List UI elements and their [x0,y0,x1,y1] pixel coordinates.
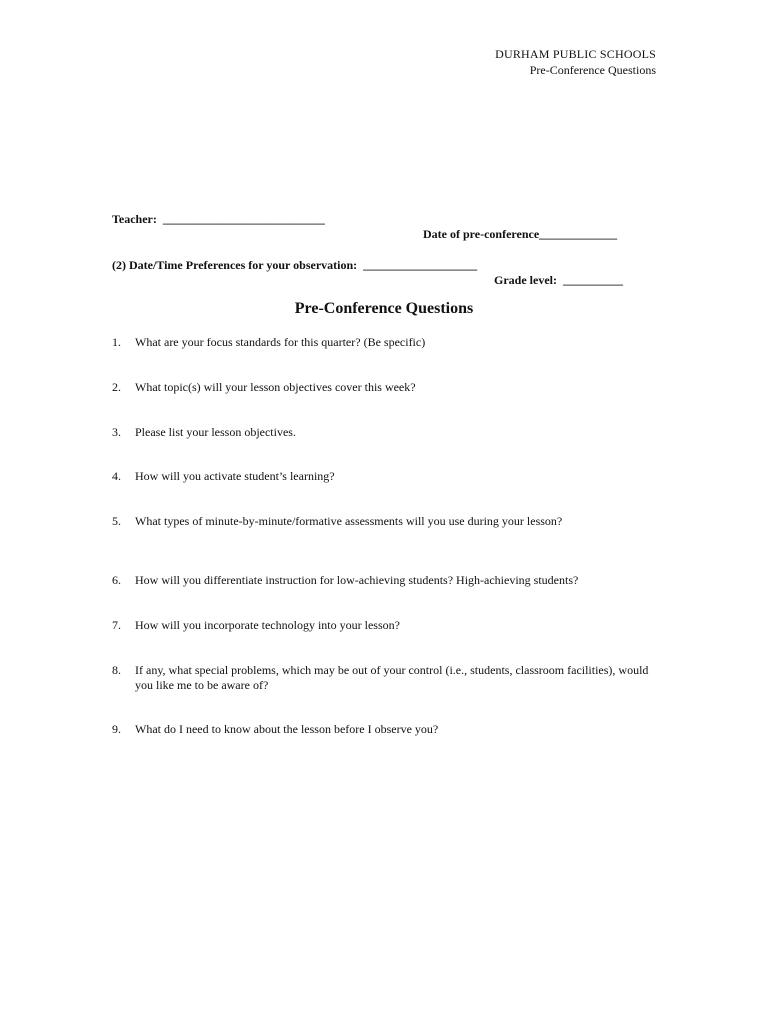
question-number: 4. [112,469,121,483]
question-text: How will you differentiate instruction for low-achieving students? High-achieving students? [135,573,579,587]
document-header [495,46,656,78]
observation-grade-row [112,243,623,303]
header-subtitle: Pre-Conference Questions [529,63,656,77]
page-title: Pre-Conference Questions [294,300,474,317]
question-number: 7. [112,618,121,632]
question-text: Please list your lesson objectives. [135,425,296,439]
question-text: How will you activate student’s learning? [135,469,335,483]
question-text: What are your focus standards for this quarter? (Be specific) [135,335,426,349]
question-number: 2. [112,380,121,394]
question-text: What do I need to know about the lesson before I observe you? [135,722,439,736]
question-number: 9. [112,722,121,736]
teacher-field: Teacher: ___________________________ [112,212,325,226]
organization-name: DURHAM PUBLIC SCHOOLS [495,47,656,61]
pre-conference-date-field: Date of pre-conference_____________ [423,227,618,241]
question-text: What topic(s) will your lesson objectives cover this week? [135,380,416,394]
question-text: How will you incorporate technology into your lesson? [135,618,400,632]
question-number: 5. [112,514,121,528]
question-text: If any, what special problems, which may be out of your control (i.e., students, classroom facilities), would you like me to be aware of? [135,663,649,692]
observation-preferences-field: (2) Date/Time Preferences for your observation: ___________________ [112,258,478,272]
question-number: 8. [112,663,121,677]
question-number: 6. [112,573,121,587]
question-number: 1. [112,335,121,349]
question-number: 3. [112,425,121,439]
grade-level-field: Grade level: __________ [494,273,623,287]
question-text: What types of minute-by-minute/formative assessments will you use during your lesson? [135,514,563,528]
